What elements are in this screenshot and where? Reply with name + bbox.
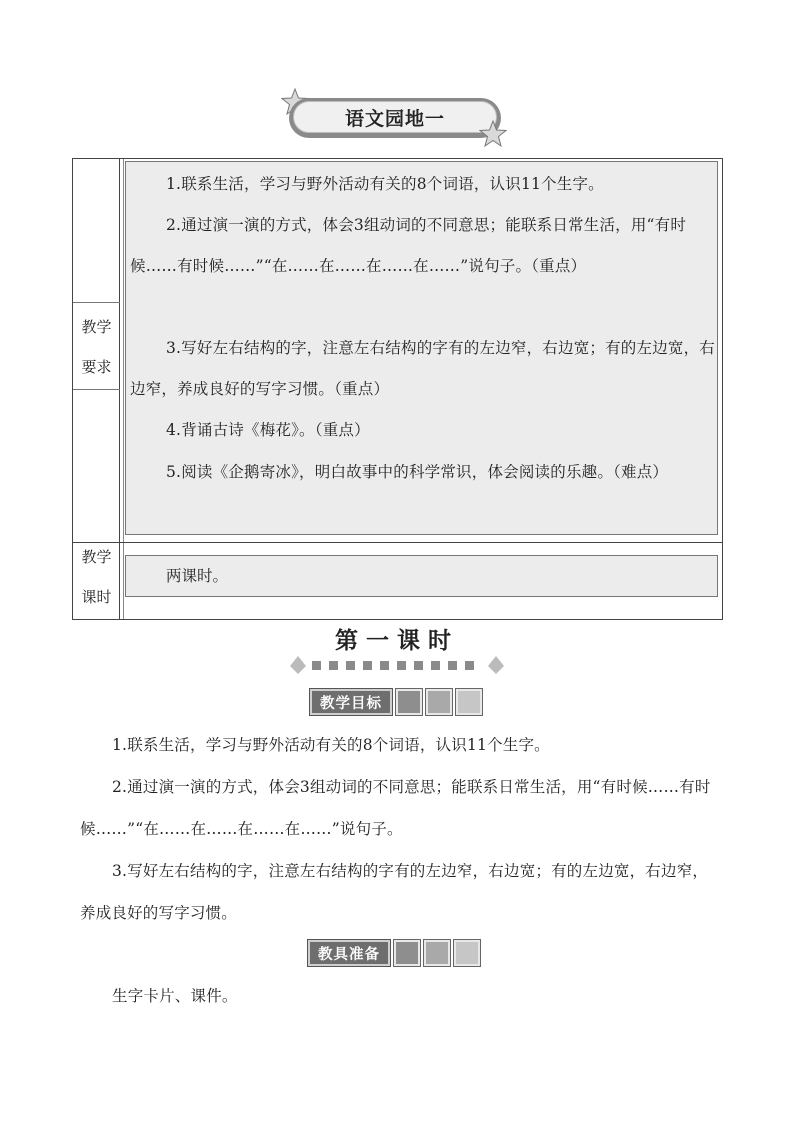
hours-label-line1: 教学 bbox=[81, 548, 112, 566]
requirement-item: 4.背诵古诗《梅花》。（重点） bbox=[166, 421, 370, 439]
requirement-item: 2.通过演一演的方式，体会3组动词的不同意思；能联系日常生活，用“有时候……有时候……”“在……在……在……在……”说句子。（重点） bbox=[130, 216, 687, 275]
title-banner bbox=[281, 90, 511, 146]
objective-item: 1.联系生活，学习与野外活动有关的8个词语，认识11个生字。 bbox=[112, 736, 550, 754]
objectives-tag-label: 教学目标 bbox=[310, 689, 392, 715]
requirement-item: 1.联系生活，学习与野外活动有关的8个词语，认识11个生字。 bbox=[166, 175, 604, 193]
objective-item: 2.通过演一演的方式，体会3组动词的不同意思；能联系日常生活，用“有时候……有时候……”“在……在……在……在……”说句子。 bbox=[80, 778, 711, 838]
hours-label-line2: 课时 bbox=[81, 588, 112, 606]
requirements-box bbox=[125, 161, 718, 535]
lesson-title: 第一课时 bbox=[335, 628, 459, 654]
prep-tag bbox=[308, 938, 480, 968]
req-label-line2: 要求 bbox=[81, 358, 112, 376]
class-hours-box: 两课时。 bbox=[125, 555, 718, 597]
requirement-item: 3.写好左右结构的字，注意左右结构的字有的左边窄，右边宽；有的左边宽，右边窄，养成良好的写字习惯。（重点） bbox=[130, 339, 715, 398]
prep-text: 生字卡片、课件。 bbox=[112, 987, 238, 1005]
requirements-table bbox=[72, 158, 723, 620]
objective-item: 3.写好左右结构的字，注意左右结构的字有的左边窄，右边宽；有的左边宽，右边窄，养成良好的写字习惯。 bbox=[80, 862, 709, 922]
dashed-divider-icon bbox=[288, 652, 508, 676]
star-icon bbox=[479, 120, 507, 148]
req-label-line1: 教学 bbox=[81, 318, 112, 336]
objectives-tag bbox=[310, 687, 482, 717]
requirement-item: 5.阅读《企鹅寄冰》，明白故事中的科学常识，体会阅读的乐趣。（难点） bbox=[166, 463, 669, 481]
prep-tag-label: 教具准备 bbox=[308, 940, 390, 966]
banner-title: 语文园地一 bbox=[293, 101, 497, 133]
table-label-column bbox=[73, 159, 120, 619]
